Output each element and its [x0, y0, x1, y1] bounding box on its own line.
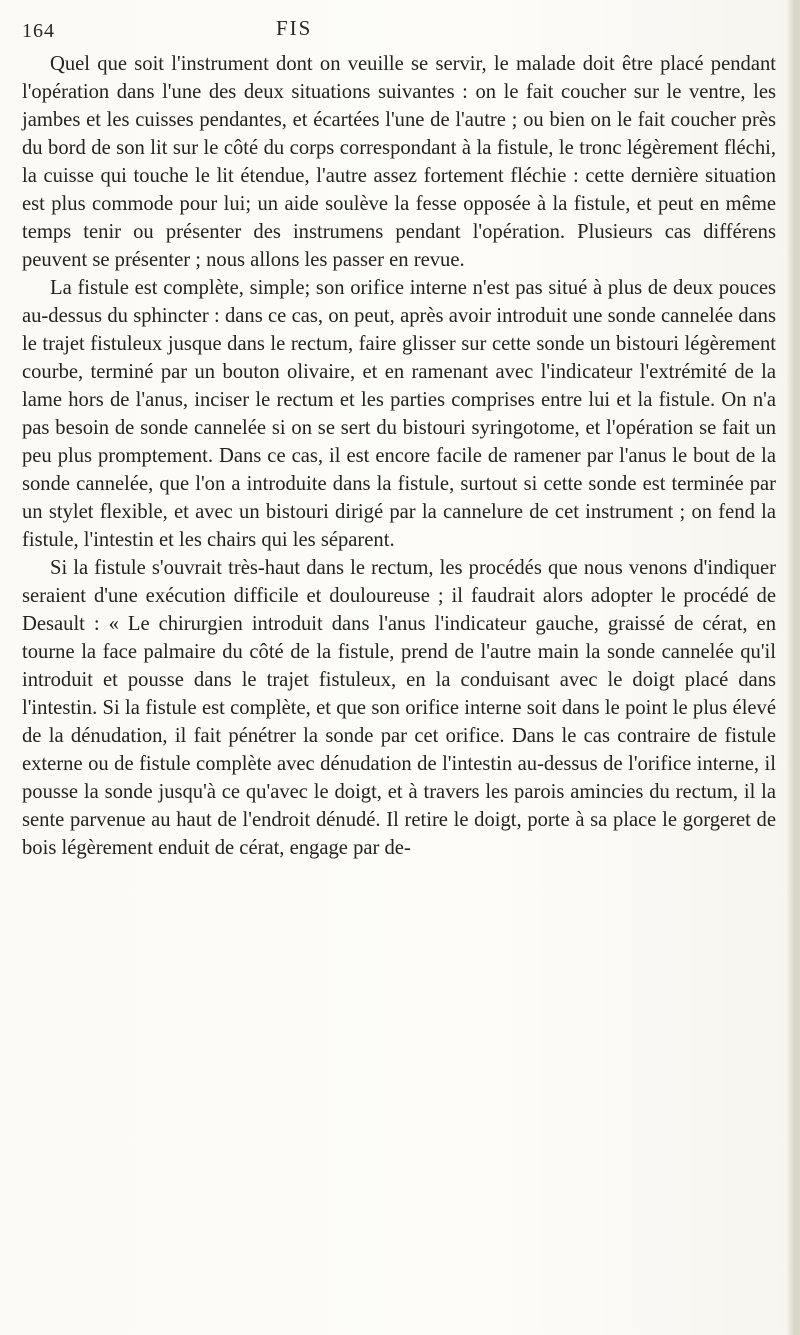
- paragraph-complete-fistula: La fistule est complète, simple; son orifice interne n'est pas situé à plus de deux pouces au-dessus du sphincter : dans ce cas, on peut, après avoir introduit une sonde cannelée dans le trajet fistuleux jusque dans le rectum, faire glisser sur cette sonde un bistouri légèrement courbe, terminé par un bouton olivaire, et en ramenant avec l'indicateur l'extrémité de la lame hors de l'anus, inciser le rectum et les parties comprises entre lui et la fistule. On n'a pas besoin de sonde cannelée si on se sert du bistouri syringotome, et l'opération se fait un peu plus promptement. Dans ce cas, il est encore facile de ramener par l'anus le bout de la sonde cannelée, que l'on a introduite dans la fistule, surtout si cette sonde est terminée par un stylet flexible, et avec un bistouri dirigé par la cannelure de cet instrument ; on fend la fistule, l'intestin et les chairs qui les séparent.: [22, 277, 776, 551]
- body-text: [22, 50, 776, 862]
- page-edge-shadow: [786, 0, 800, 1335]
- page-number: 164: [22, 20, 55, 42]
- running-head: [22, 16, 782, 46]
- running-title: FIS: [276, 16, 313, 40]
- paragraph-desault-procedure: Si la fistule s'ouvrait très-haut dans le rectum, les procédés que nous venons d'indiquer seraient d'une exécution difficile et douloureuse ; il faudrait alors adopter le procédé de Desault : « Le chirurgien introduit dans l'anus l'indicateur gauche, graissé de cérat, en tourne la face palmaire du côté de la fistule, prend de l'autre main la sonde cannelée qu'il introduit et pousse dans le trajet fistuleux, en la conduisant avec le doigt placé dans l'intestin. Si la fistule est complète, et que son orifice interne soit dans le point le plus élevé de la dénudation, il fait pénétrer la sonde par cet orifice. Dans le cas contraire de fistule externe ou de fistule complète avec dénudation de l'intestin au-dessus de l'orifice interne, il pousse la sonde jusqu'à ce qu'avec le doigt, et à travers les parois amincies du rectum, il la sente parvenue au haut de l'endroit dénudé. Il retire le doigt, porte à sa place le gorgeret de bois légèrement enduit de cérat, engage par de-: [22, 557, 776, 859]
- paragraph-patient-position: Quel que soit l'instrument dont on veuille se servir, le malade doit être placé pendant l'opération dans l'une des deux situations suivantes : on le fait coucher sur le ventre, les jambes et les cuisses pendantes, et écartées l'une de l'autre ; ou bien on le fait coucher près du bord de son lit sur le côté du corps correspondant à la fistule, le tronc légèrement fléchi, la cuisse qui touche le lit étendue, l'autre assez fortement fléchie : cette dernière situation est plus commode pour lui; un aide soulève la fesse opposée à la fistule, et peut en même temps tenir ou présenter des instrumens pendant l'opération. Plusieurs cas différens peuvent se présenter ; nous allons les passer en revue.: [22, 53, 776, 271]
